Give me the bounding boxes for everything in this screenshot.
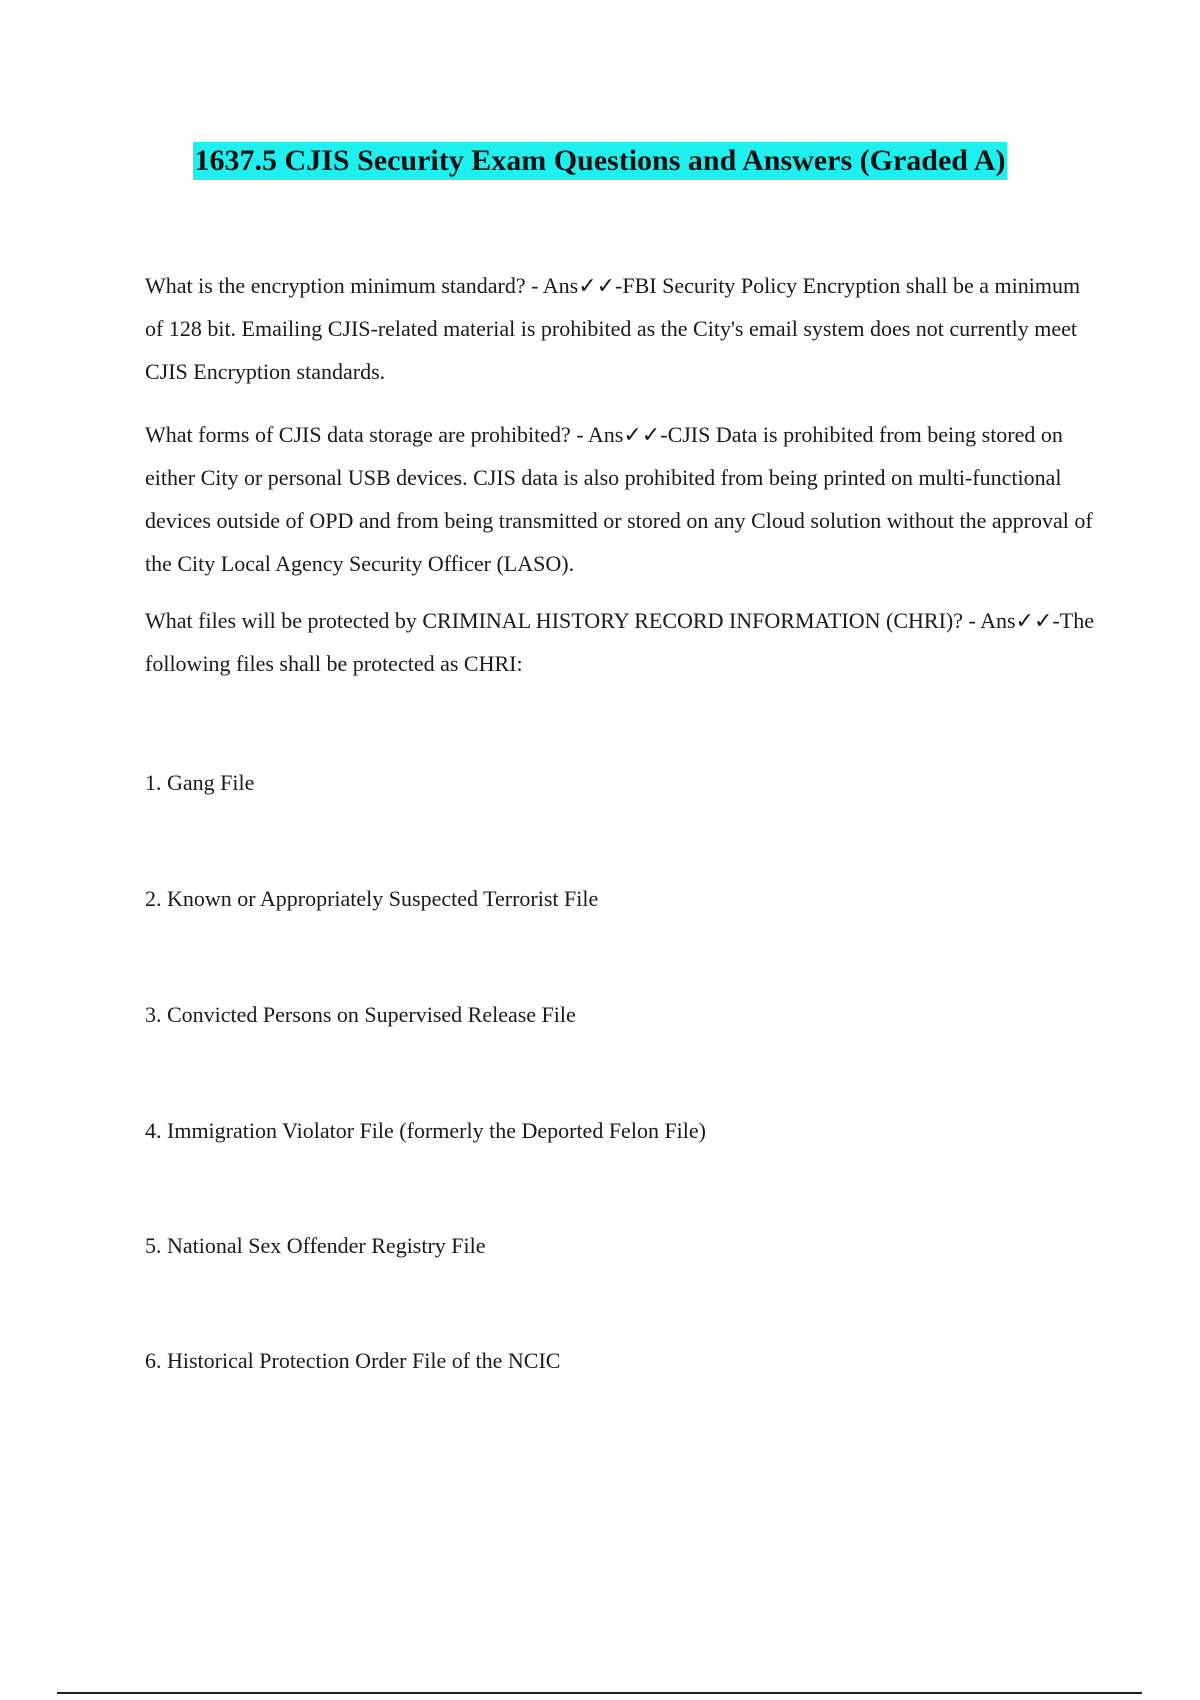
list-item-sex-offender-file: 5. National Sex Offender Registry File [145, 1233, 486, 1258]
list-item-protection-order-file: 6. Historical Protection Order File of the NCIC [145, 1348, 561, 1373]
footer-divider [57, 1692, 1142, 1694]
qa-prohibited-storage: What forms of CJIS data storage are prohibited? - Ans✓✓-CJIS Data is prohibited from being stored on either City or personal USB devices. CJIS data is also prohibited from being printed on multi-functional devices outside of OPD and from being transmitted or stored on any Cloud solution without the approval of the City Local Agency Security Officer (LASO). [145, 422, 1093, 576]
qa-chri-files: What files will be protected by CRIMINAL HISTORY RECORD INFORMATION (CHRI)? - Ans✓✓-The following files shall be protected as CHRI: [145, 608, 1094, 676]
list-item-supervised-release-file: 3. Convicted Persons on Supervised Release File [145, 1002, 576, 1027]
list-item-gang-file: 1. Gang File [145, 770, 255, 795]
document-title: 1637.5 CJIS Security Exam Questions and Answers (Graded A) [193, 142, 1008, 180]
list-item-immigration-violator-file: 4. Immigration Violator File (formerly the Deported Felon File) [145, 1118, 706, 1143]
list-item-terrorist-file: 2. Known or Appropriately Suspected Terrorist File [145, 886, 599, 911]
qa-encryption-standard: What is the encryption minimum standard? - Ans✓✓-FBI Security Policy Encryption shall be a minimum of 128 bit. Emailing CJIS-related material is prohibited as the City's email system does not currently meet CJIS Encryption standards. [145, 273, 1081, 384]
title-container [0, 142, 1200, 180]
